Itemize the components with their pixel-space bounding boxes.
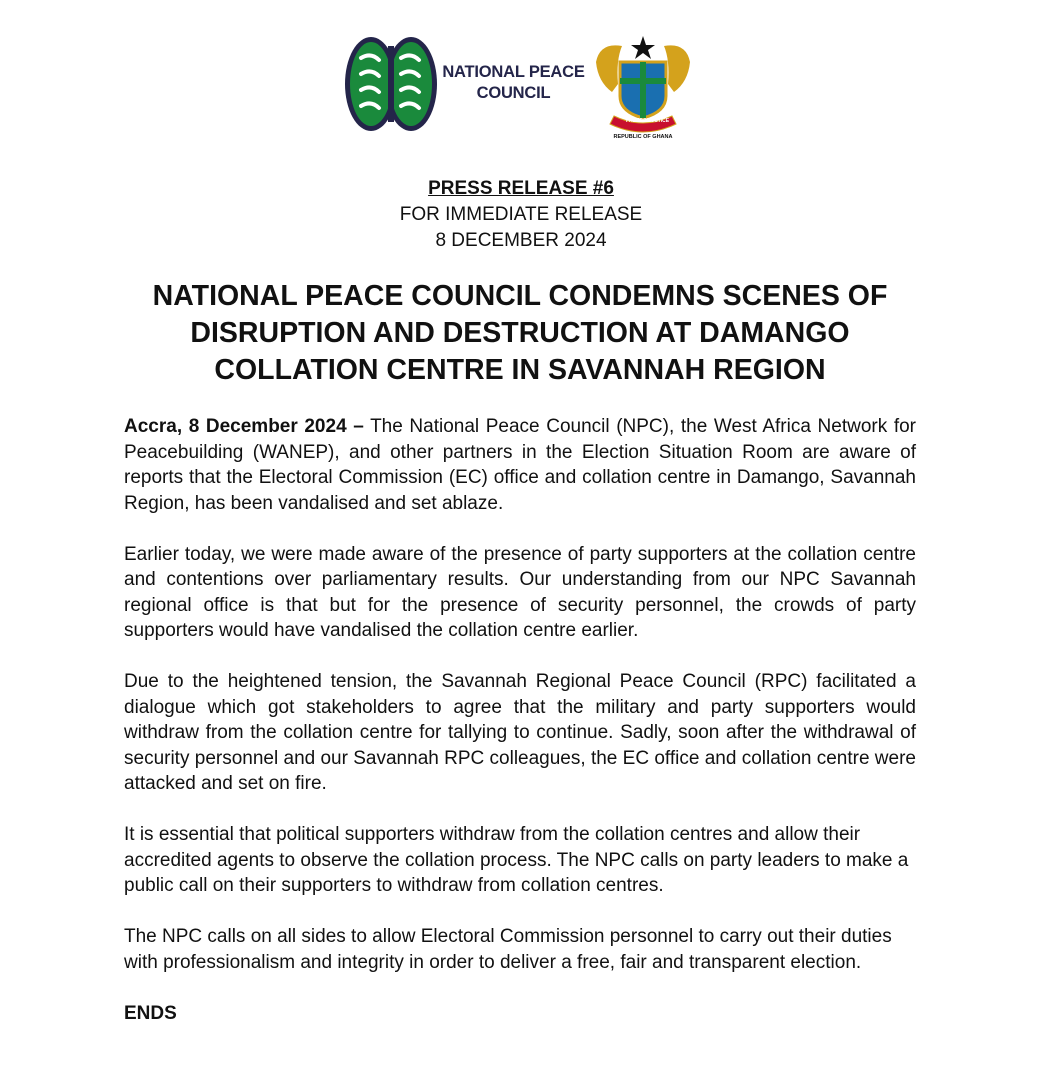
release-body <box>124 414 916 1052</box>
coat-motto-right: JUSTICE <box>648 118 670 124</box>
npc-name-line1: NATIONAL PEACE <box>442 63 585 81</box>
paragraph-1-text: The National Peace Council (NPC), the West Africa Network for Peacebuilding (WANEP), and other partners in the Election Situation Room are aware of reports that the Electoral Commission (EC) office and collation centre in Damango, Savannah Region, has been vandalised and set ablaze. <box>124 416 916 514</box>
npc-logo <box>343 34 439 134</box>
npc-name-line2: COUNCIL <box>476 84 551 102</box>
immediate-release-label: FOR IMMEDIATE RELEASE <box>399 204 643 225</box>
headline <box>120 278 920 389</box>
coat-motto-left: FREEDOM <box>626 118 651 124</box>
headline-line3: COLLATION CENTRE IN SAVANNAH REGION <box>214 354 826 386</box>
paragraph-3: Due to the heightened tension, the Savannah Regional Peace Council (RPC) facilitated a dialogue which got stakeholders to agree that the military and party supporters would withdraw from the collation centre for tallying to continue. Sadly, soon after the withdrawal of security personnel and our Savannah RPC colleagues, the EC office and collation centre were attacked and set on fire. <box>124 671 916 794</box>
logo-row <box>0 32 1042 142</box>
release-date: 8 DECEMBER 2024 <box>435 230 607 251</box>
release-header <box>0 176 1042 254</box>
headline-line1: NATIONAL PEACE COUNCIL CONDEMNS SCENES OF <box>152 280 888 312</box>
paragraph-4: It is essential that political supporters withdraw from the collation centres and allow their accredited agents to observe the collation process. The NPC calls on party leaders to make a public call on their supporters to withdraw from collation centres. <box>124 824 909 896</box>
coat-caption: REPUBLIC OF GHANA <box>613 134 673 140</box>
npc-wordmark <box>441 62 586 104</box>
ends-marker: ENDS <box>124 1002 177 1024</box>
paragraph-2: Earlier today, we were made aware of the presence of party supporters at the collation centre and contentions over parliamentary results. Our understanding from our NPC Savannah regional office is that but for the presence of security personnel, the crowds of party supporters would have vandalised the collation centre earlier. <box>124 543 916 641</box>
paragraph-5: The NPC calls on all sides to allow Electoral Commission personnel to carry out their duties with professionalism and integrity in order to deliver a free, fair and transparent election. <box>124 926 892 973</box>
dateline: Accra, 8 December 2024 – <box>124 416 364 437</box>
press-release-number: PRESS RELEASE #6 <box>428 178 614 199</box>
ghana-coat-of-arms <box>586 32 700 142</box>
headline-line2: DISRUPTION AND DESTRUCTION AT DAMANGO <box>190 317 850 349</box>
paragraph-1 <box>124 414 916 516</box>
